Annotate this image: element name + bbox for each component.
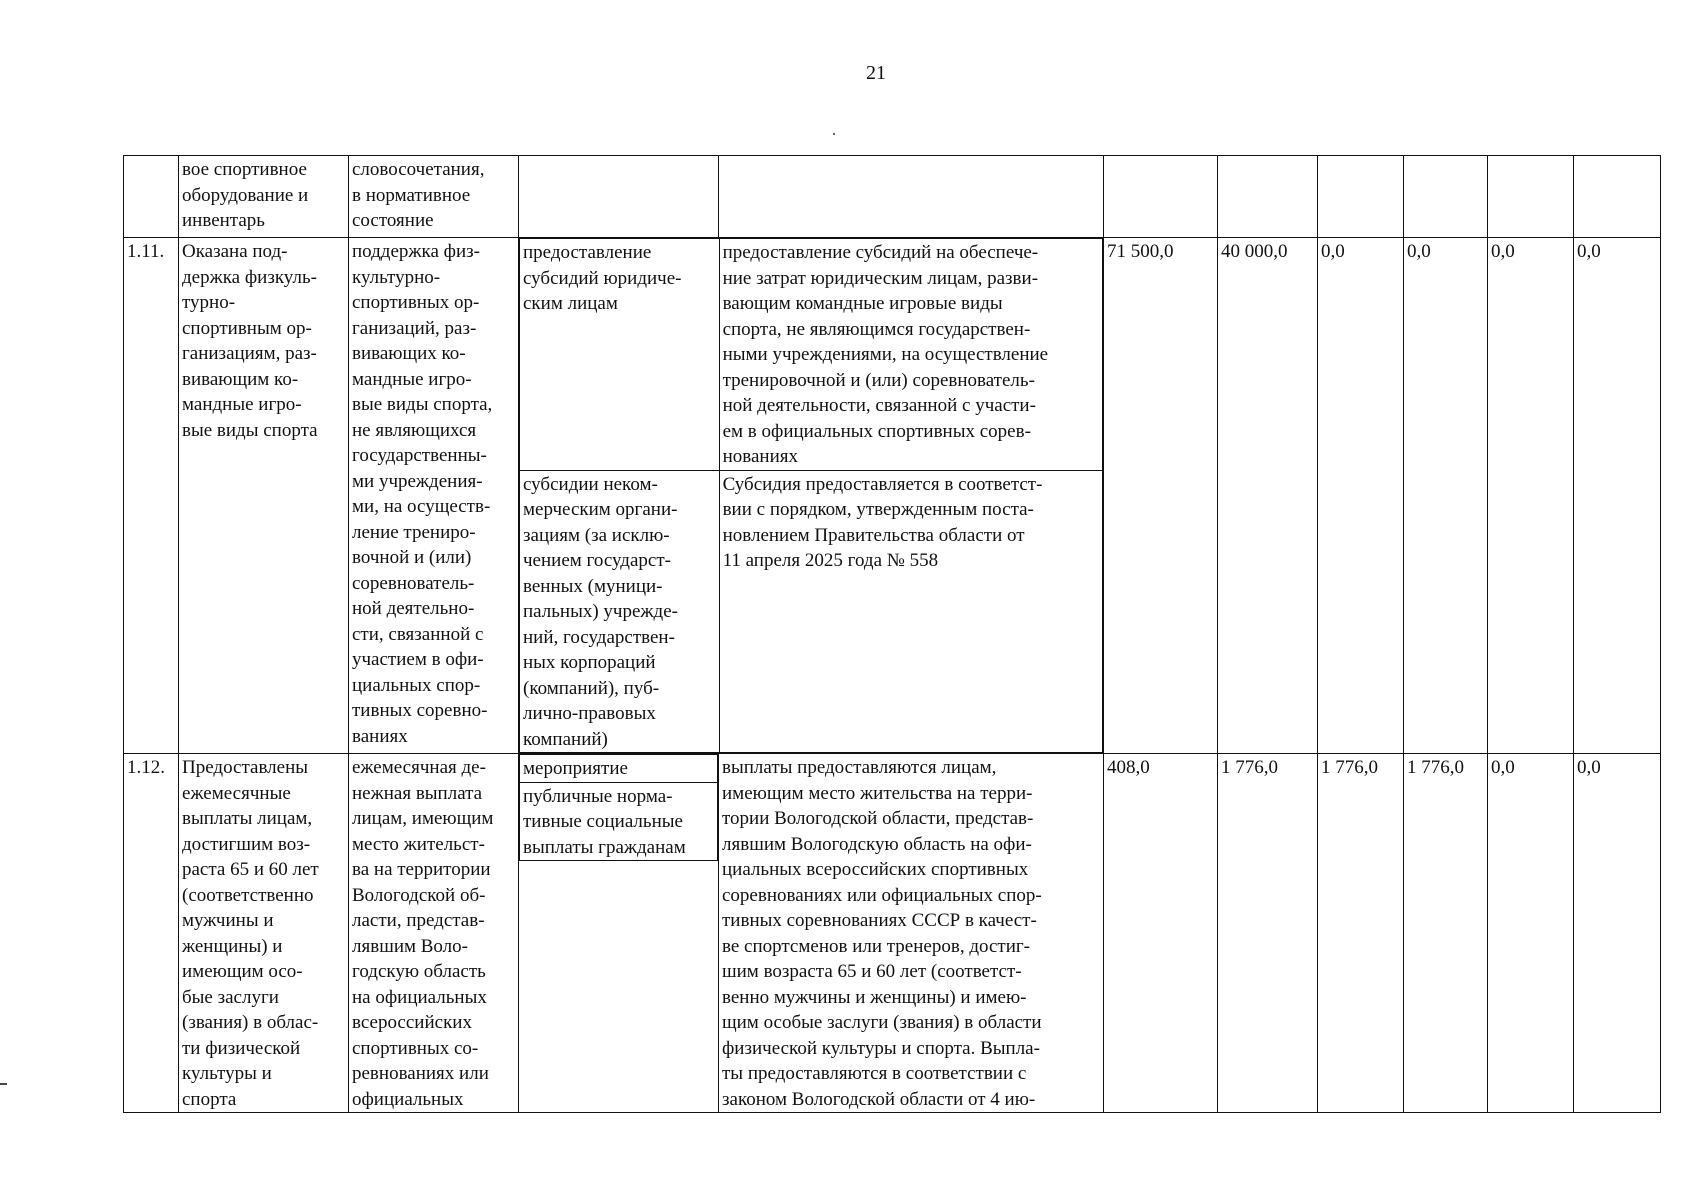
subrow [520, 470, 1103, 753]
measures-table [123, 155, 1661, 1113]
cell-value [1218, 156, 1318, 238]
subrow [520, 782, 718, 861]
cell-value [1488, 156, 1574, 238]
row-measure: поддержка физ- культурно- спортивных ор- ганизаций, раз- вивающих ко- мандные игро- вые виды спорта, не являющихся государственны- ми учреждения- ми, на осуществ- ление трениро- вочной и (или) соревнователь- ной деятельно- сти, связанной с участием в офи- циальных спор- тивных соревно- ваниях [349, 238, 519, 754]
cell-value [1574, 156, 1661, 238]
row-measure: ежемесячная де- нежная выплата лицам, имеющим место жительст- ва на территории Вологодской об- ласти, представ- лявшим Воло- годскую область на официальных всероссийских спортивных со- ревнованиях или официальных [349, 754, 519, 1113]
row-type [519, 754, 719, 1113]
cell-value [1404, 156, 1488, 238]
row-number: 1.11. [124, 238, 179, 754]
row-type: предоставление субсидий юридиче- ским лицам [520, 239, 720, 471]
table-row [124, 238, 1661, 754]
cell-value [1318, 156, 1404, 238]
subrow [520, 239, 1103, 471]
row-type-item: публичные норма- тивные социальные выплаты гражданам [520, 782, 718, 861]
row-value: 71 500,0 [1104, 238, 1218, 754]
row-value: 0,0 [1488, 238, 1574, 754]
table-row-continuation [124, 156, 1661, 238]
row-value: 0,0 [1488, 754, 1574, 1113]
row-description: выплаты предоставляются лицам, имеющим место жительства на терри- тории Вологодской области, представ- лявшим Вологодскую область на офи- циальных всероссийских спортивных соревнованиях или официальных спор- тивных соревнованиях СССР в качест- ве спортсменов или тренеров, достиг- шим возраста 65 и 60 лет (соответст- венно мужчины и женщины) и имею- щим особые заслуги (звания) в области физической культуры и спорта. Выпла- ты предоставляются в соответствии с законом Вологодской области от 4 ию- [719, 754, 1104, 1113]
row-value: 1 776,0 [1318, 754, 1404, 1113]
cell-description [719, 156, 1104, 238]
row-description: Субсидия предоставляется в соответст- вии с порядком, утвержденным поста- новлением Правительства области от 11 апреля 2025 года № 558 [719, 470, 1102, 753]
subrows [519, 754, 718, 861]
row-type: субсидии неком- мерческим органи- зациям (за исклю- чением государст- венных (муници- пальных) учрежде- ний, государствен- ных корпораций (компаний), пуб- лично-правовых компаний) [520, 470, 720, 753]
cell-measure: словосочетания, в нормативное состояние [349, 156, 519, 238]
subrow [520, 755, 718, 783]
scan-edge-mark [0, 1083, 7, 1085]
row-value: 1 776,0 [1218, 754, 1318, 1113]
row-result: Предоставлены ежемесячные выплаты лицам, достигшим воз- раста 65 и 60 лет (соответственно мужчины и женщины) и имеющим осо- бые заслуги (звания) в облас- ти физической культуры и спорта [179, 754, 349, 1113]
cell-type [519, 156, 719, 238]
scan-dot [833, 133, 835, 135]
table-row [124, 754, 1661, 1113]
cell-num [124, 156, 179, 238]
row-type-description [519, 238, 1104, 754]
row-value: 0,0 [1574, 754, 1661, 1113]
cell-result: вое спортивное оборудование и инвентарь [179, 156, 349, 238]
row-result: Оказана под- держка физкуль- турно- спортивным ор- ганизациям, раз- вивающим ко- мандные игро- вые виды спорта [179, 238, 349, 754]
row-description: предоставление субсидий на обеспече- ние затрат юридическим лицам, разви- вающим командные игровые виды спорта, не являющимся государствен- ными учреждениями, на осуществление тренировочной и (или) соревнователь- ной деятельности, связанной с участи- ем в официальных спортивных сорев- нованиях [719, 239, 1102, 471]
row-value: 0,0 [1404, 238, 1488, 754]
cell-value [1104, 156, 1218, 238]
row-value: 0,0 [1574, 238, 1661, 754]
page-number: 21 [866, 62, 886, 84]
subrows [519, 238, 1103, 753]
row-value: 408,0 [1104, 754, 1218, 1113]
row-type-item: мероприятие [520, 755, 718, 783]
row-number: 1.12. [124, 754, 179, 1113]
row-value: 40 000,0 [1218, 238, 1318, 754]
row-value: 0,0 [1318, 238, 1404, 754]
row-value: 1 776,0 [1404, 754, 1488, 1113]
